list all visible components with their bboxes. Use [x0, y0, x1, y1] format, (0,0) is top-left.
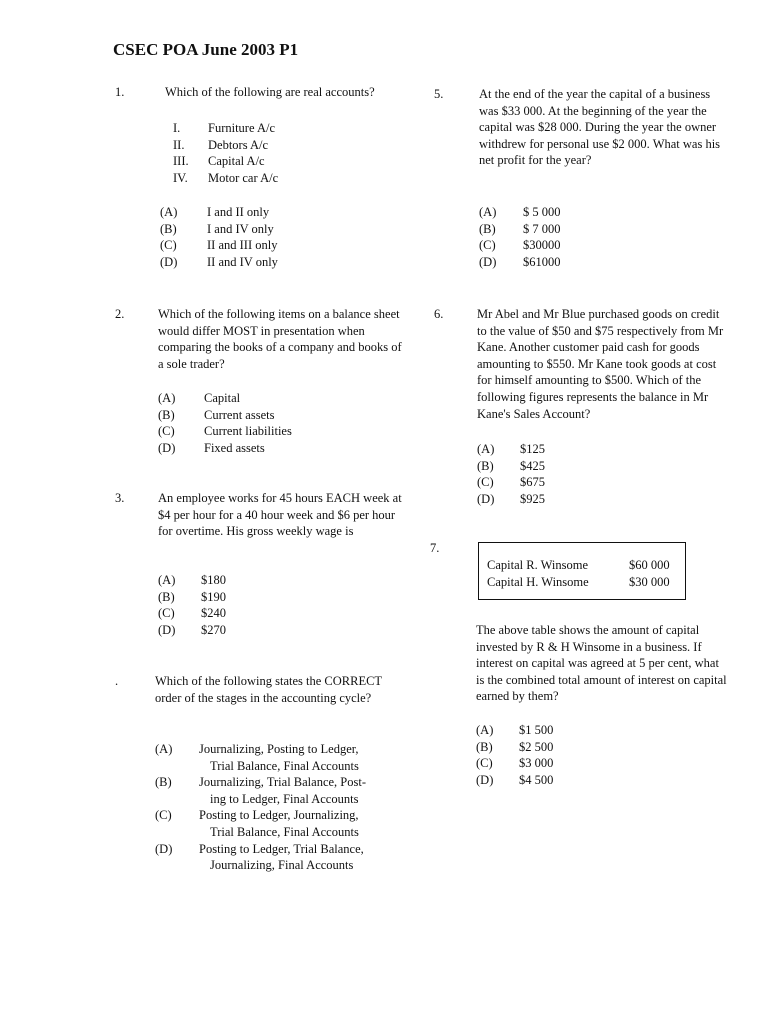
- option-label: (A): [155, 742, 173, 756]
- option-label: (C): [158, 424, 175, 439]
- option-label: (B): [476, 739, 493, 754]
- option-label: (D): [158, 622, 176, 637]
- option-label: (B): [477, 458, 494, 473]
- question-text: Mr Abel and Mr Blue purchased goods on credit to the value of $50 and $75 respectively from Mr Kane. Another customer paid cash for goods amounting to $550. Mr Kane took goods at cost for himself amounting to $500. Which of the following figures represents the balance in Mr Kane's Sales Account?: [477, 307, 724, 421]
- option-label: (A): [160, 205, 178, 219]
- option-text: Capital: [204, 391, 241, 405]
- option-text: $ 5 000: [523, 205, 561, 219]
- question-text: An employee works for 45 hours EACH week at $4 per hour for a 40 hour week and $6 per hour for overtime. His gross weekly wage is: [158, 491, 402, 539]
- option-text: $925: [520, 491, 545, 506]
- statement-text: Furniture A/c: [208, 121, 276, 135]
- question-4: [115, 673, 415, 883]
- option-label: (B): [155, 775, 172, 790]
- option-text: I and IV only: [207, 221, 274, 236]
- option-label: (C): [476, 756, 493, 771]
- option-text: $125: [520, 442, 545, 456]
- capital-amount: $60 000: [629, 558, 670, 572]
- question-number: 5.: [434, 87, 444, 101]
- option-text: Journalizing, Trial Balance, Post-: [199, 775, 366, 790]
- option-label: (B): [479, 221, 496, 236]
- option-text: $270: [201, 622, 226, 637]
- option-label: (D): [158, 440, 176, 455]
- option-label: (B): [158, 407, 175, 422]
- option-text: $ 7 000: [523, 221, 561, 236]
- statement-label: I.: [173, 121, 181, 135]
- question-number: .: [115, 674, 119, 688]
- question-3: [115, 490, 415, 650]
- option-label: (A): [158, 573, 176, 587]
- option-text: Current assets: [204, 407, 275, 422]
- statement-text: Debtors A/c: [208, 137, 269, 152]
- statement-label: IV.: [173, 170, 188, 185]
- question-number: 2.: [115, 307, 125, 321]
- capital-name: Capital R. Winsome: [487, 558, 588, 572]
- option-label: (C): [160, 238, 177, 253]
- capital-table: [478, 542, 686, 600]
- statement-text: Capital A/c: [208, 154, 265, 169]
- option-text: $675: [520, 475, 545, 490]
- question-2: [115, 306, 415, 466]
- option-label: (A): [479, 205, 497, 219]
- statement-label: III.: [173, 154, 189, 169]
- option-label: (D): [477, 491, 495, 506]
- option-label: (C): [155, 808, 172, 823]
- question-text: Which of the following states the CORRECT order of the stages in the accounting cycle?: [155, 674, 382, 705]
- option-label: (A): [476, 723, 494, 737]
- option-text: $61000: [523, 254, 561, 269]
- option-text: $190: [201, 589, 226, 604]
- option-label: (B): [160, 221, 177, 236]
- question-6: [434, 306, 734, 511]
- question-text: At the end of the year the capital of a business was $33 000. At the beginning of the year the capital was $28 000. During the year the owner withdrew for personal use $2 000. What was his net profit for the year?: [479, 87, 721, 168]
- option-text: Fixed assets: [204, 440, 265, 455]
- option-label: (D): [160, 254, 178, 269]
- statement-text: Motor car A/c: [208, 170, 279, 185]
- option-text-continued: Trial Balance, Final Accounts: [210, 758, 359, 773]
- option-text: $425: [520, 458, 545, 473]
- question-text: The above table shows the amount of capital invested by R & H Winsome in a business. If interest on capital was agreed at 5 per cent, what is the combined total amount of interest on capital earned by them?: [476, 623, 727, 704]
- option-label: (C): [479, 238, 496, 253]
- question-5: [434, 86, 734, 276]
- option-text: I and II only: [207, 205, 270, 219]
- page-title: CSEC POA June 2003 P1: [113, 40, 299, 59]
- capital-amount: $30 000: [629, 575, 670, 589]
- option-text: Posting to Ledger, Trial Balance,: [199, 841, 364, 856]
- option-text: II and III only: [207, 238, 278, 253]
- option-text-continued: Journalizing, Final Accounts: [210, 858, 354, 873]
- statement-label: II.: [173, 137, 185, 152]
- question-number: 7.: [430, 541, 440, 555]
- option-label: (D): [155, 841, 173, 856]
- question-1: [115, 84, 415, 274]
- option-text: $240: [201, 606, 226, 621]
- option-text: $4 500: [519, 772, 554, 787]
- question-number: 6.: [434, 307, 444, 321]
- option-text-continued: ing to Ledger, Final Accounts: [210, 791, 359, 806]
- option-text: $30000: [523, 238, 561, 253]
- option-label: (A): [477, 442, 495, 456]
- option-text: $1 500: [519, 723, 554, 737]
- option-text: Posting to Ledger, Journalizing,: [199, 808, 359, 823]
- option-label: (C): [158, 606, 175, 621]
- option-label: (D): [479, 254, 497, 269]
- question-text: Which of the following items on a balance sheet would differ MOST in presentation when comparing the books of a company and books of a sole trader?: [158, 307, 402, 371]
- question-text: Which of the following are real accounts?: [165, 85, 375, 99]
- option-text: $3 000: [519, 756, 554, 771]
- option-text: $2 500: [519, 739, 554, 754]
- capital-name: Capital H. Winsome: [487, 575, 589, 589]
- option-label: (C): [477, 475, 494, 490]
- option-text: Current liabilities: [204, 424, 292, 439]
- option-label: (B): [158, 589, 175, 604]
- question-7: [430, 540, 730, 800]
- option-text: II and IV only: [207, 254, 278, 269]
- option-label: (A): [158, 391, 176, 405]
- option-text: $180: [201, 573, 226, 587]
- option-text-continued: Trial Balance, Final Accounts: [210, 824, 359, 839]
- option-label: (D): [476, 772, 494, 787]
- option-text: Journalizing, Posting to Ledger,: [199, 742, 359, 756]
- question-number: 1.: [115, 85, 125, 99]
- question-number: 3.: [115, 491, 125, 505]
